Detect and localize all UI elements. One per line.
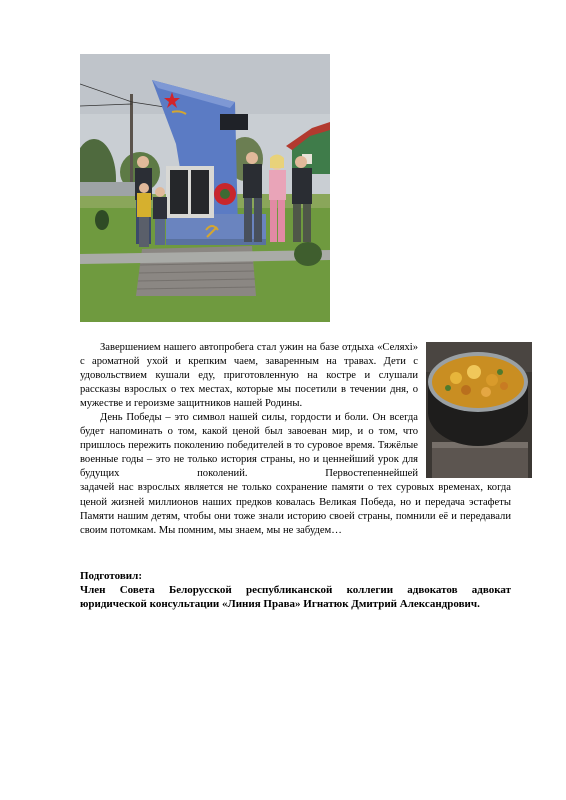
memorial-photo (80, 54, 330, 322)
paragraph-dinner: Завершением нашего автопробега стал ужин на базе отдыха «Селяхі» с ароматной ухой и крепким чаем, заваренным на травах. Дети с удовольствием кушали еду, приготовленную на костре и слушали рассказы взрослых о тех местах, которые мы посетили в течении дня, о мужестве и героизме защитников нашей Родины. (80, 342, 418, 410)
author-signature: Член Совета Белорусской республиканской коллегии адвокатов адвокат юридической консультации «Линия Права» Игнатюк Дмитрий Александрович. (80, 584, 511, 610)
paragraph-victory-day-head: День Победы – это символ нашей силы, гордости и боли. Он всегда будет напоминать о том, какой ценой был завоеван мир, и о том, что пришлось пережить поколению победителей в то суровое время. Тяжёлые военные годы – это не только история страны, но и ценнейший урок для будущих поколений. Первостепеннейшей (80, 412, 418, 480)
paragraph-victory-day-tail: задачей нас взрослых является не только сохранение памяти о тех суровых временах, когда ценой жизней миллионов наших предков ковалась Великая Победа, но и передача эстафеты Памяти нашим детям, чтобы они тоже знали историю своей страны, помнили её и передавали своим потомкам. Мы помним, мы знаем, мы не забудем… (80, 482, 511, 536)
author-heading: Подготовил: (80, 570, 142, 582)
paragraph-victory-day (80, 411, 511, 538)
